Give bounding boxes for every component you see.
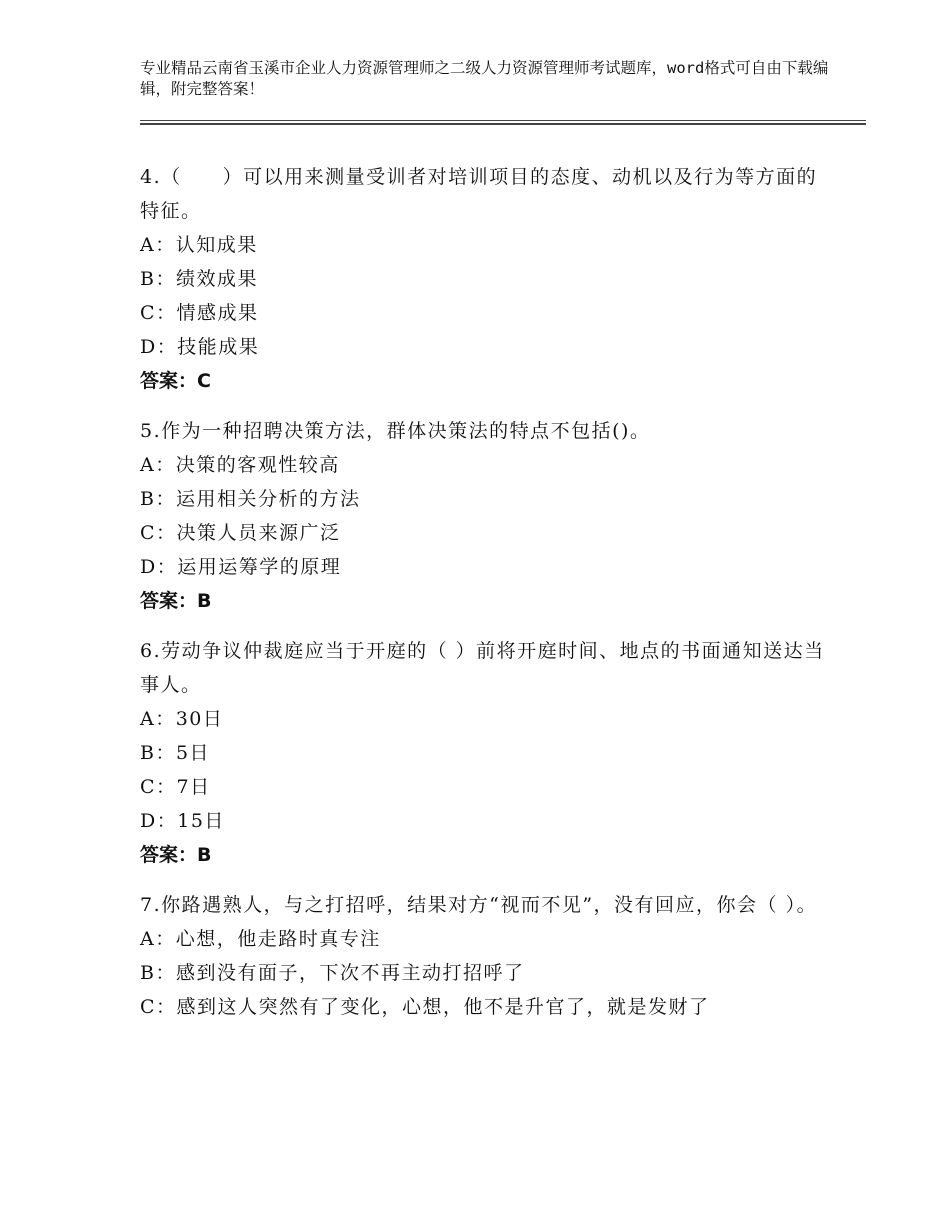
- document-header: 专业精品云南省玉溪市企业人力资源管理师之二级人力资源管理师考试题库，word格式可自由下载编辑，附完整答案！: [140, 59, 829, 98]
- answer-label: 答案：B: [140, 590, 212, 612]
- question-4: [140, 160, 830, 398]
- option-b: B：5日: [140, 742, 211, 764]
- option-b: B：绩效成果: [140, 268, 258, 290]
- option-d: D：运用运筹学的原理: [140, 556, 342, 578]
- option-c: C：7日: [140, 776, 211, 798]
- question-list: [140, 160, 830, 1040]
- option-b: B：感到没有面子，下次不再主动打招呼了: [140, 962, 525, 984]
- question-6: [140, 634, 830, 872]
- question-stem: 5.作为一种招聘决策方法，群体决策法的特点不包括()。: [140, 420, 651, 442]
- question-stem: 4.（ ）可以用来测量受训者对培训项目的态度、动机以及行为等方面的特征。: [140, 166, 818, 222]
- option-a: A：30日: [140, 708, 224, 730]
- question-5: [140, 414, 830, 618]
- option-a: A：心想，他走路时真专注: [140, 928, 381, 950]
- option-c: C：决策人员来源广泛: [140, 522, 341, 544]
- question-7: [140, 888, 830, 1024]
- option-a: A：决策的客观性较高: [140, 454, 340, 476]
- option-c: C：感到这人突然有了变化，心想，他不是升官了，就是发财了: [140, 996, 710, 1018]
- answer-label: 答案：C: [140, 370, 211, 392]
- option-d: D：技能成果: [140, 336, 260, 358]
- option-c: C：情感成果: [140, 302, 259, 324]
- question-stem: 7.你路遇熟人，与之打招呼，结果对方“视而不见”，没有回应，你会（ ）。: [140, 894, 818, 916]
- option-b: B：运用相关分析的方法: [140, 488, 361, 510]
- option-d: D：15日: [140, 810, 225, 832]
- header-rule: [140, 120, 866, 125]
- answer-label: 答案：B: [140, 844, 212, 866]
- question-stem: 6.劳动争议仲裁庭应当于开庭的（ ）前将开庭时间、地点的书面通知送达当事人。: [140, 640, 825, 696]
- option-a: A：认知成果: [140, 234, 258, 256]
